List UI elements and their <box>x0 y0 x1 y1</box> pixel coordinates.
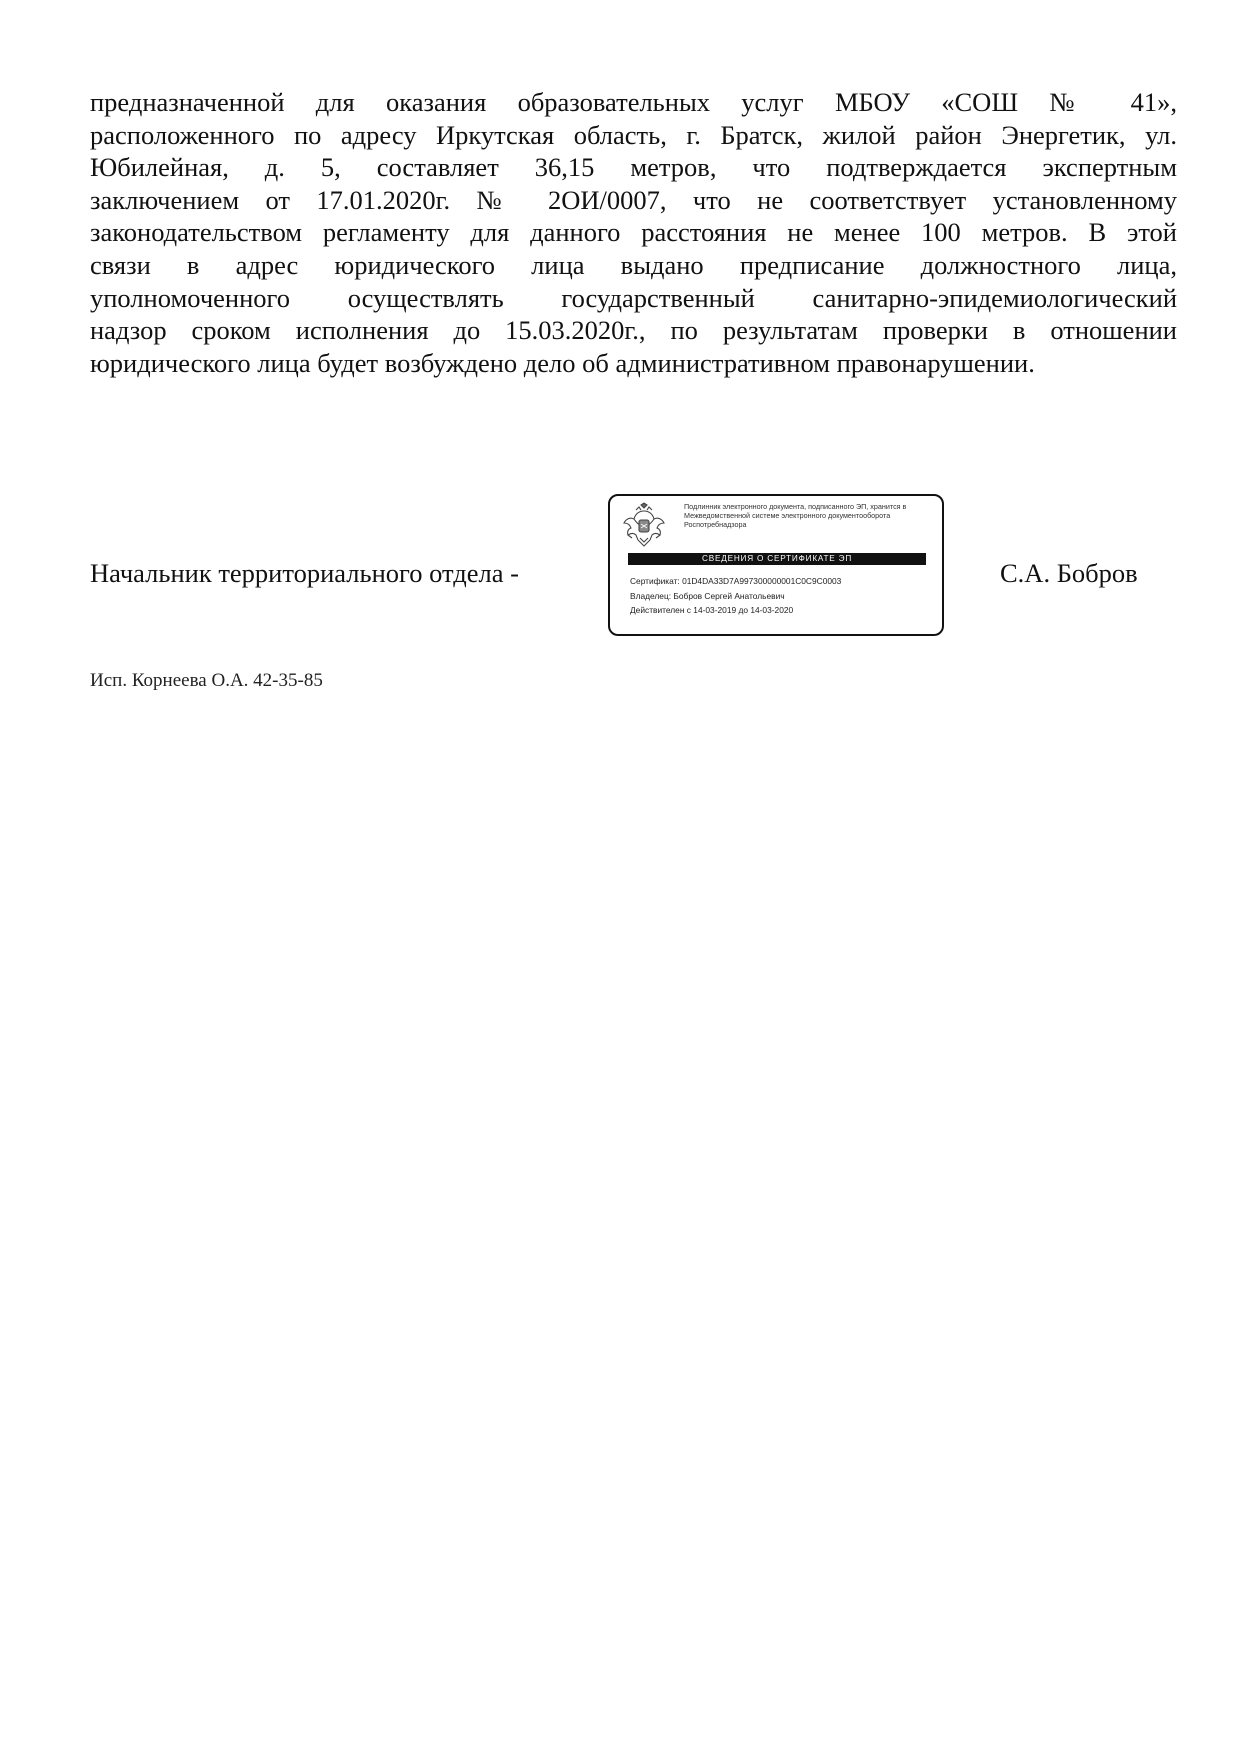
stamp-certificate-validity: Действителен с 14-03-2019 до 14-03-2020 <box>630 605 794 615</box>
body-line: законодательством регламенту для данного расстояния не менее 100 метров. В этой <box>90 217 1177 248</box>
body-line: предназначенной для оказания образовательных услуг МБОУ «СОШ № 41», <box>90 87 1177 117</box>
stamp-certificate-owner: Владелец: Бобров Сергей Анатольевич <box>630 590 785 601</box>
electronic-signature-stamp <box>608 494 944 636</box>
body-line: уполномоченного осуществлять государственный санитарно-эпидемиологический <box>90 282 1177 313</box>
body-line: заключением от 17.01.2020г. № 2ОИ/0007, что не соответствует установленному <box>90 184 1177 215</box>
stamp-certificate-title: СВЕДЕНИЯ О СЕРТИФИКАТЕ ЭП <box>628 553 926 565</box>
stamp-certificate-number: Сертификат: 01D4DA33D7A997300000001C0C9C0003 <box>630 576 842 586</box>
signer-name: С.А. Бобров <box>1000 558 1138 588</box>
executor-contact: Исп. Корнеева О.А. 42-35-85 <box>90 670 323 691</box>
body-line: Юбилейная, д. 5, составляет 36,15 метров, что подтверждается экспертным <box>90 152 1177 183</box>
signer-title: Начальник территориального отдела - <box>90 558 519 588</box>
body-line: надзор сроком исполнения до 15.03.2020г., по результатам проверки в отношении <box>90 315 1177 346</box>
double-headed-eagle-emblem-icon <box>622 502 666 548</box>
body-line: юридического лица будет возбуждено дело об административном правонарушении. <box>90 347 1035 378</box>
body-line: расположенного по адресу Иркутская область, г. Братск, жилой район Энергетик, ул. <box>90 119 1177 150</box>
body-paragraph <box>90 86 1177 379</box>
stamp-header-text: Подлинник электронного документа, подписанного ЭП, хранится в Межведомственной системе электронного документооборота Роспотребнадзора <box>684 502 907 529</box>
body-line: связи в адрес юридического лица выдано предписание должностного лица, <box>90 249 1177 280</box>
stamp-certificate-details <box>630 574 930 618</box>
